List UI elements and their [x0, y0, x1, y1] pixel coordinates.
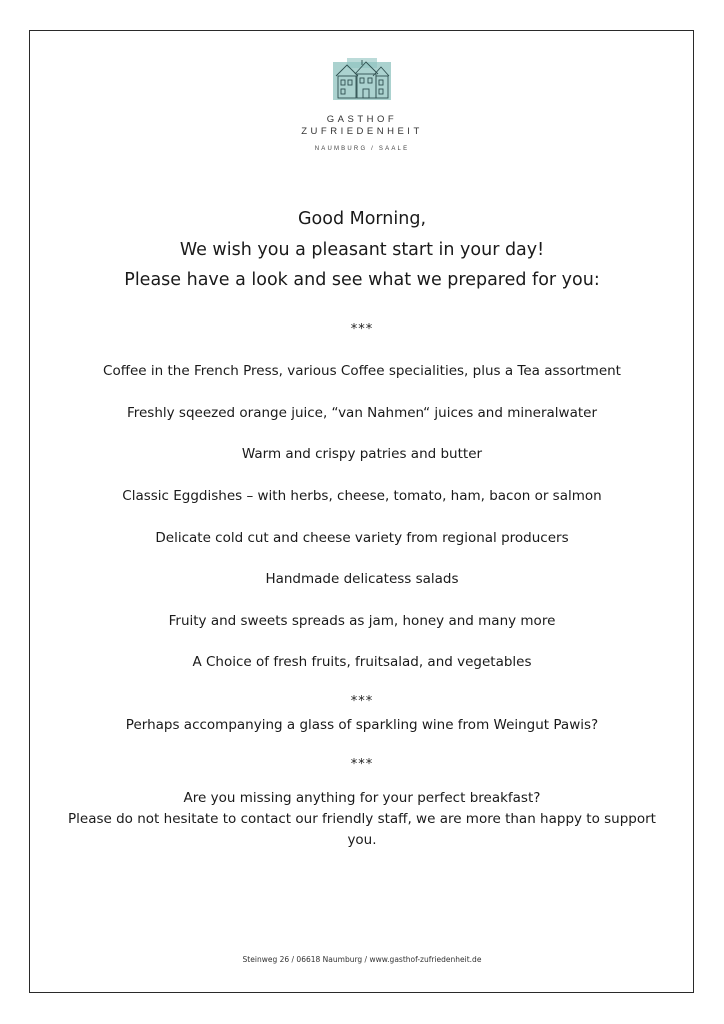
menu-item: Classic Eggdishes – with herbs, cheese, tomato, ham, bacon or salmon — [122, 488, 602, 504]
wine-note: Perhaps accompanying a glass of sparkling wine from Weingut Pawis? — [125, 717, 599, 733]
separator: *** — [350, 322, 374, 337]
greeting-line-3: Please have a look and see what we prepared for you: — [124, 270, 600, 290]
menu-item: Freshly sqeezed orange juice, “van Nahmen“ juices and mineralwater — [126, 405, 598, 421]
house-illustration-icon — [333, 58, 391, 100]
menu-item: Fruity and sweets spreads as jam, honey and many more — [168, 613, 556, 629]
separator: *** — [350, 694, 374, 709]
closing-line-2: Please do not hesitate to contact our friendly staff, we are more than happy to support you. — [68, 811, 656, 848]
separator: *** — [350, 757, 374, 772]
greeting-block — [0, 204, 724, 296]
closing-line-1: Are you missing anything for your perfect breakfast? — [183, 790, 541, 806]
greeting-line-1: Good Morning, — [297, 209, 427, 229]
menu-item: A Choice of fresh fruits, fruitsalad, and vegetables — [192, 654, 532, 670]
hotel-logo — [0, 58, 724, 152]
greeting-line-2: We wish you a pleasant start in your day! — [179, 239, 545, 260]
logo-name-line1: GASTHOF — [326, 114, 398, 125]
footer-address: Steinweg 26 / 06618 Naumburg / www.gasthof-zufriedenheit.de — [242, 955, 482, 964]
menu-item: Handmade delicatess salads — [265, 571, 459, 587]
menu-item: Warm and crispy patries and butter — [241, 446, 483, 462]
menu-item: Delicate cold cut and cheese variety from regional producers — [155, 530, 569, 546]
closing-block — [60, 788, 664, 851]
logo-name-line2: ZUFRIEDENHEIT — [301, 126, 423, 137]
menu-item: Coffee in the French Press, various Coffee specialities, plus a Tea assortment — [103, 363, 621, 379]
logo-location: NAUMBURG / SAALE — [314, 146, 410, 152]
